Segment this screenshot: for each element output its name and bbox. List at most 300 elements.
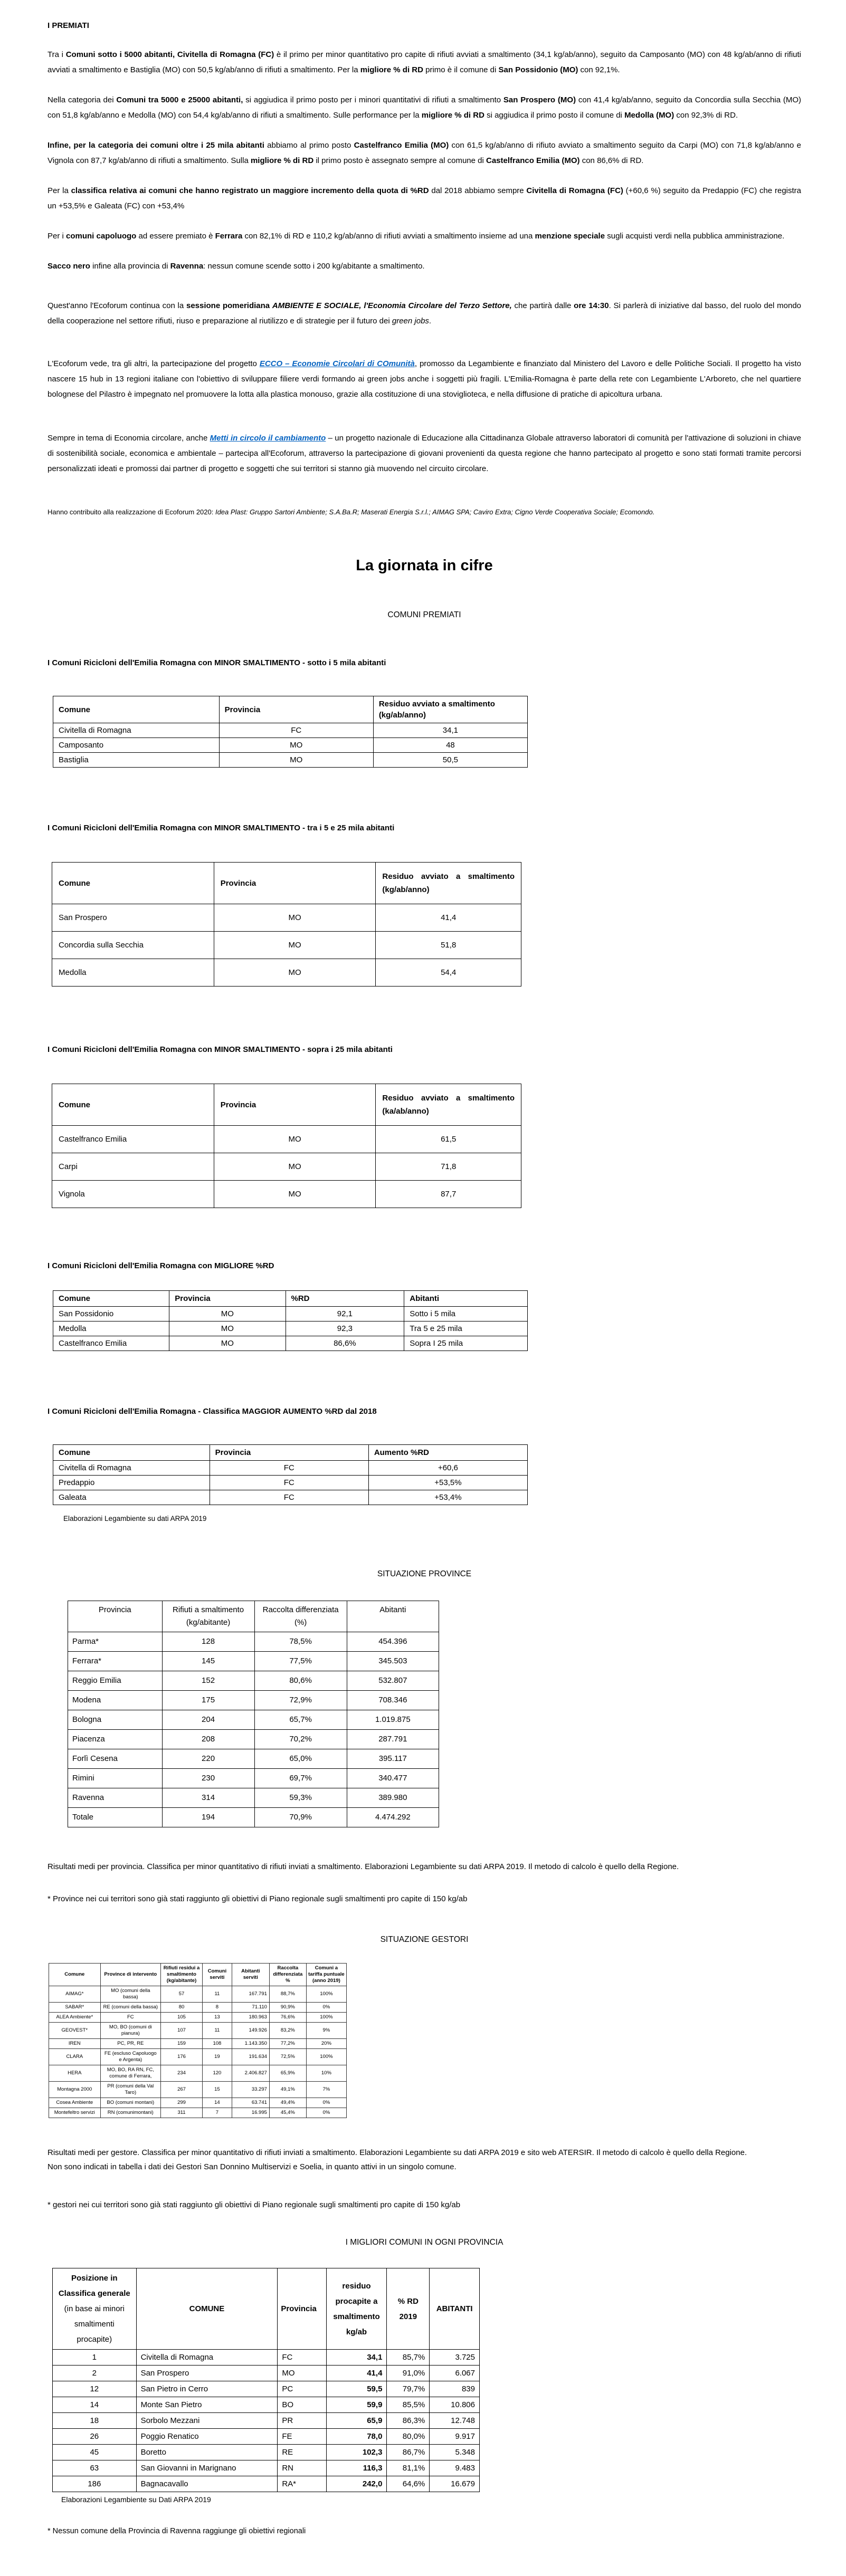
situazione-province-label: SITUAZIONE PROVINCE (377, 1569, 472, 1578)
table-cell: 220 (162, 1749, 254, 1769)
column-header: Provincia (278, 2268, 326, 2350)
table-cell: 267 (161, 2082, 203, 2098)
table-cell: FC (100, 2013, 160, 2023)
table-cell: 8 (203, 2003, 232, 2013)
table-cell: 59,3% (254, 1788, 347, 1808)
column-header: Provincia (210, 1445, 368, 1461)
table-row (52, 959, 521, 987)
table-cell: 80,0% (387, 2429, 430, 2445)
table-cell: FE (278, 2429, 326, 2445)
table-maggior-aumento-wrap (47, 1444, 801, 1505)
text-segment: Infine, per la categoria dei comuni oltre i 25 mila abitanti (47, 141, 264, 150)
table-cell: 76,6% (269, 2013, 306, 2023)
credits-line (47, 507, 801, 518)
table-cell: MO (214, 959, 376, 987)
table-cell: 70,9% (254, 1808, 347, 1827)
table-cell: GEOVEST* (49, 2023, 101, 2039)
paragraph-metti-in-circolo (47, 430, 801, 476)
table-cell: Medolla (53, 1321, 169, 1336)
column-header: Comune (53, 1445, 210, 1461)
column-header: %RD (286, 1291, 404, 1307)
table-row (68, 1788, 439, 1808)
table-row (53, 753, 528, 768)
minor-smaltimento-sotto-5mila-table (53, 696, 528, 768)
table-cell: PR (comuni della Val Taro) (100, 2082, 160, 2098)
table-cell: Ferrara* (68, 1652, 163, 1671)
table-cell: 12.748 (430, 2413, 480, 2429)
table-cell: 230 (162, 1769, 254, 1788)
column-header: Provincia (169, 1291, 286, 1307)
paragraph-rd-increase (47, 183, 801, 214)
table-cell: 287.791 (347, 1730, 439, 1749)
table-cell: 116,3 (326, 2460, 387, 2476)
table-cell: Reggio Emilia (68, 1671, 163, 1691)
paragraph-winners-over-25000 (47, 138, 801, 168)
table-cell: Predappio (53, 1476, 210, 1490)
text-segment: che partirà dalle (511, 301, 574, 310)
table-cell: 311 (161, 2108, 203, 2118)
text-segment: Comuni tra 5000 e 25000 abitanti, (116, 95, 243, 104)
table-cell: 85,7% (387, 2350, 430, 2366)
column-header: ABITANTI (430, 2268, 480, 2350)
table-cell: MO (219, 753, 373, 768)
table-cell: 16.679 (430, 2476, 480, 2492)
column-header: residuo procapite a smaltimento kg/ab (326, 2268, 387, 2350)
migliori-comuni-provincia-table (52, 2268, 480, 2492)
text-segment: Sacco nero (47, 262, 90, 271)
table-cell: 105 (161, 2013, 203, 2023)
table-cell: 86,6% (286, 1336, 404, 1351)
table-row (49, 2013, 347, 2023)
table-cell: 149.926 (232, 2023, 269, 2039)
column-header: Abitanti (404, 1291, 528, 1307)
table-row (53, 2476, 480, 2492)
table-cell: 9% (306, 2023, 346, 2039)
table-cell: 389.980 (347, 1788, 439, 1808)
table-cell: MO (214, 1181, 376, 1208)
table-row (53, 1461, 528, 1476)
gestori-single-comune-note: Non sono indicati in tabella i dati dei Gestori San Donnino Multiservizi e Soelia, in quanto attivi in un singolo comune. (47, 2162, 457, 2171)
text-segment: green jobs (392, 317, 429, 325)
table-row (53, 2445, 480, 2460)
table-cell: Totale (68, 1808, 163, 1827)
table-cell: 345.503 (347, 1652, 439, 1671)
table-row (49, 2108, 347, 2118)
table-cell: Castelfranco Emilia (52, 1126, 214, 1153)
table-cell: FC (210, 1476, 368, 1490)
column-header: Abitanti (347, 1601, 439, 1632)
table-cell: 61,5 (376, 1126, 521, 1153)
table-cell: IREN (49, 2039, 101, 2049)
column-header: Residuo avviato a smaltimento (ka/ab/anno) (376, 1084, 521, 1126)
text-segment: Tra i (47, 50, 66, 59)
table-cell: Boretto (136, 2445, 278, 2460)
text-segment: Castelfranco Emilia (MO) (354, 141, 449, 150)
table-cell: Civitella di Romagna (53, 1461, 210, 1476)
table-cell: MO, BO (comuni di pianura) (100, 2023, 160, 2039)
province-footnote: * Province nei cui territori sono già stati raggiunto gli obiettivi di Piano regionale sugli smaltimenti pro capite di 150 kg/ab (47, 1894, 468, 1903)
table-cell: 7% (306, 2082, 346, 2098)
table-row (52, 932, 521, 959)
text-segment: infine alla provincia di (90, 262, 170, 271)
minor-smaltimento-sopra-25mila-table (52, 1084, 521, 1208)
table-cell: Poggio Renatico (136, 2429, 278, 2445)
column-header (53, 2268, 137, 2350)
table-row (53, 2413, 480, 2429)
table-cell: Bagnacavallo (136, 2476, 278, 2492)
text-segment: Posizione in Classifica generale (58, 2274, 130, 2298)
table-cell: 839 (430, 2381, 480, 2397)
table-cell: Medolla (52, 959, 214, 987)
situazione-province-table (68, 1601, 439, 1827)
table-cell: +60,6 (368, 1461, 527, 1476)
table-cell: 33.297 (232, 2082, 269, 2098)
table-cell: 19 (203, 2049, 232, 2065)
text-segment: Ferrara (215, 232, 243, 241)
table-cell: MO (214, 1153, 376, 1181)
table-row (53, 1336, 528, 1351)
text-segment: (in base ai minori smaltimenti procapite) (64, 2304, 125, 2344)
table-cell: 167.791 (232, 1986, 269, 2003)
table-row (52, 904, 521, 932)
table-cell: Parma* (68, 1632, 163, 1652)
table-cell: 5.348 (430, 2445, 480, 2460)
best-table-caption: Elaborazioni Legambiente su Dati ARPA 2019 (61, 2495, 211, 2504)
table-cell: FC (210, 1461, 368, 1476)
text-segment: si aggiudica il primo posto per i minori quantitativi di rifiuti a smaltimento (243, 95, 503, 104)
text-segment: abbiamo al primo posto (264, 141, 354, 150)
text-segment: migliore % di RD (421, 111, 484, 120)
text-segment: è il primo per minor quantitativo pro capite di rifiuti avviati a smaltimento (34,1 kg/ab/anno), seguito da Camposanto (MO) con 48 kg/ab/anno di rifiuti avviati a smaltimento e Bastiglia (MO) con 50,5 kg/ab/anno di rifiuti a smaltimento. Per la (47, 50, 801, 74)
table-cell: 708.346 (347, 1691, 439, 1710)
table-row (53, 1321, 528, 1336)
table-cell: 49,1% (269, 2082, 306, 2098)
table-cell: San Pietro in Cerro (136, 2381, 278, 2397)
table-row (68, 1749, 439, 1769)
table-cell: 57 (161, 1986, 203, 2003)
table-row (53, 1490, 528, 1505)
table-cell: 63.741 (232, 2098, 269, 2108)
gestori-results-note: Risultati medi per gestore. Classifica per minor quantitativo di rifiuti inviati a smaltimento. Elaborazioni Legambiente su dati ARPA 2019 e sito web ATERSIR. Il metodo di calcolo è quello della Regione. (47, 2148, 747, 2157)
table-cell: 88,7% (269, 1986, 306, 2003)
table-cell: 10.806 (430, 2397, 480, 2413)
table-cell: MO (comuni della bassa) (100, 1986, 160, 2003)
table-migliori-comuni-wrap (47, 2268, 801, 2492)
table-cell: Ravenna (68, 1788, 163, 1808)
table-cell: CLARA (49, 2049, 101, 2065)
table-cell: 80 (161, 2003, 203, 2013)
table-cell: 3.725 (430, 2350, 480, 2366)
table-cell: MO (278, 2366, 326, 2381)
column-header: % RD 2019 (387, 2268, 430, 2350)
table-cell: 1.143.350 (232, 2039, 269, 2049)
table-cell: 63 (53, 2460, 137, 2476)
table-row (53, 723, 528, 738)
table-province-wrap (47, 1601, 801, 1827)
table-row (53, 2366, 480, 2381)
column-header: Comuni serviti (203, 1964, 232, 1986)
table-cell: 128 (162, 1632, 254, 1652)
table-gestori-wrap (47, 1963, 801, 2118)
table-cell: 0% (306, 2098, 346, 2108)
table-cell: 194 (162, 1808, 254, 1827)
table-row (52, 1126, 521, 1153)
table-cell: MO (214, 1126, 376, 1153)
table-cell: 34,1 (326, 2350, 387, 2366)
text-segment: Civitella di Romagna (FC) (526, 186, 623, 195)
text-segment: si aggiudica il primo posto il comune di (484, 111, 625, 120)
text-segment: migliore % di RD (360, 65, 423, 74)
table-row (49, 2023, 347, 2039)
table-cell: 65,9 (326, 2413, 387, 2429)
text-segment: con 86,6% di RD. (579, 156, 644, 165)
table-cell: 59,9 (326, 2397, 387, 2413)
table-cell: Rimini (68, 1769, 163, 1788)
table-cell: 11 (203, 2023, 232, 2039)
table-row (49, 2049, 347, 2065)
table-cell: Bastiglia (53, 753, 220, 768)
table-cell: 78,5% (254, 1632, 347, 1652)
text-segment: Quest'anno l'Ecoforum continua con la (47, 301, 186, 310)
table-cell: 26 (53, 2429, 137, 2445)
column-header: Rifiuti residui a smaltimento (kg/abitante) (161, 1964, 203, 1986)
table-cell: 50,5 (373, 753, 527, 768)
table-cell: RE (comuni della bassa) (100, 2003, 160, 2013)
text-segment: comuni capoluogo (66, 232, 137, 241)
table-cell: 18 (53, 2413, 137, 2429)
table-cell: 34,1 (373, 723, 527, 738)
table-cell: 100% (306, 2013, 346, 2023)
paragraph-sacco-nero (47, 258, 801, 274)
table-5-25mila-wrap (47, 862, 801, 987)
table-cell: 64,6% (387, 2476, 430, 2492)
table-cell: PC, PR, RE (100, 2039, 160, 2049)
table-cell: 54,4 (376, 959, 521, 987)
table-cell: 340.477 (347, 1769, 439, 1788)
section-title-5-25mila: I Comuni Ricicloni dell'Emilia Romagna con MINOR SMALTIMENTO - tra i 5 e 25 mila abitanti (47, 823, 395, 832)
table-row (68, 1652, 439, 1671)
text-segment: : nessun comune scende sotto i 200 kg/abitante a smaltimento. (203, 262, 425, 271)
migliori-comuni-label: I MIGLIORI COMUNI IN OGNI PROVINCIA (345, 2238, 503, 2247)
table-row (53, 1307, 528, 1321)
table-cell: ALEA Ambiente* (49, 2013, 101, 2023)
table-cell: 1 (53, 2350, 137, 2366)
table-cell: BO (comuni montani) (100, 2098, 160, 2108)
column-header: Residuo avviato a smaltimento (kg/ab/anno) (376, 863, 521, 904)
column-header: Comune (52, 1084, 214, 1126)
table-cell: 107 (161, 2023, 203, 2039)
table-header-row (52, 863, 521, 904)
table-cell: Cosea Ambiente (49, 2098, 101, 2108)
text-segment: migliore % di RD (250, 156, 314, 165)
text-segment: Ravenna (170, 262, 204, 271)
table-cell: 299 (161, 2098, 203, 2108)
table-row (53, 2460, 480, 2476)
text-segment: . Si parlerà di iniziative dal basso, del ruolo del mondo della cooperazione nel settore rifiuti, riuso e preparazione al riutilizzo e di strategie per il futuro dei (47, 301, 802, 325)
text-segment: AMBIENTE E SOCIALE, l'Economia Circolare del Terzo Settore, (272, 301, 512, 310)
column-header: Raccolta differenziata (%) (254, 1601, 347, 1632)
table-cell: Castelfranco Emilia (53, 1336, 169, 1351)
table-row (68, 1691, 439, 1710)
table-cell: 234 (161, 2065, 203, 2082)
table-cell: 71,8 (376, 1153, 521, 1181)
table-cell: 152 (162, 1671, 254, 1691)
table-cell: 65,7% (254, 1710, 347, 1730)
column-header: Comune (53, 696, 220, 723)
table-cell: 16.995 (232, 2108, 269, 2118)
table-row (53, 1476, 528, 1490)
table-row (68, 1808, 439, 1827)
table-cell: 100% (306, 2049, 346, 2065)
comuni-premiati-label: COMUNI PREMIATI (387, 610, 461, 619)
table-header-row (52, 1084, 521, 1126)
table-cell: MO (169, 1307, 286, 1321)
table-cell: 180.963 (232, 2013, 269, 2023)
table-cell: 14 (53, 2397, 137, 2413)
table-row (53, 2381, 480, 2397)
table-cell: FE (escluso Capoluogo e Argenta) (100, 2049, 160, 2065)
table-row (53, 738, 528, 753)
text-segment: Medolla (MO) (624, 111, 674, 120)
table-cell: 191.634 (232, 2049, 269, 2065)
province-results-note: Risultati medi per provincia. Classifica per minor quantitativo di rifiuti inviati a smaltimento. Elaborazioni Legambiente su dati ARPA 2019. Il metodo di calcolo è quello della Regione. (47, 1862, 679, 1871)
table-cell: 108 (203, 2039, 232, 2049)
table-cell: 41,4 (326, 2366, 387, 2381)
table-cell: 45,4% (269, 2108, 306, 2118)
minor-smaltimento-5-25mila-table (52, 862, 521, 987)
text-segment: Sempre in tema di Economia circolare, anche (47, 434, 210, 443)
table-row (49, 2082, 347, 2098)
table-cell: BO (278, 2397, 326, 2413)
text-segment: Per la (47, 186, 71, 195)
table-cell: 87,7 (376, 1181, 521, 1208)
column-header: Provincia (214, 1084, 376, 1126)
table-cell: 77,2% (269, 2039, 306, 2049)
table-cell: MO (214, 904, 376, 932)
table-cell: 1.019.875 (347, 1710, 439, 1730)
table-row (53, 2397, 480, 2413)
table-header-row (68, 1601, 439, 1632)
table-row (49, 2039, 347, 2049)
table-cell: MO, BO, RA RN, FC, comune di Ferrara, (100, 2065, 160, 2082)
section-title-sopra-25mila: I Comuni Ricicloni dell'Emilia Romagna con MINOR SMALTIMENTO - sopra i 25 mila abitanti (47, 1045, 393, 1054)
page-title: La giornata in cifre (356, 557, 493, 574)
text-segment: con 41,4 kg/ab/anno, seguito da Concordia sulla Secchia (MO) con 51,8 kg/ab/anno e Medolla (MO) con 54,4 kg/ab/anno di rifiuti a smaltimento. Sulle performance per la (47, 95, 802, 120)
metti-in-circolo-link[interactable]: Metti in circolo il cambiamento (210, 434, 326, 443)
column-header: Provincia (214, 863, 376, 904)
table-cell: MO (214, 932, 376, 959)
column-header: Residuo avviato a smaltimento (kg/ab/anno) (373, 696, 527, 723)
table-cell: SABAR* (49, 2003, 101, 2013)
table-cell: Piacenza (68, 1730, 163, 1749)
table-cell: 11 (203, 1986, 232, 2003)
table-cell: Sotto i 5 mila (404, 1307, 528, 1321)
paragraph-ecco (47, 356, 801, 402)
text-segment: – un progetto nazionale di Educazione alla Cittadinanza Globale attraverso laboratori di comunità per l'attivazione di soluzioni in chiave di sostenibilità sociale, economica e ambientale – partecipa all'Ecoforum, attraverso la partecipazione di giovani provenienti da questa regione che hanno partecipato al progetto e sono stati formati tramite percorsi personalizzati ideati e promossi dai partner di progetto e soggetti che sui territori si stanno già muovendo nel circuito circolare. (47, 434, 802, 473)
table-cell: Sopra I 25 mila (404, 1336, 528, 1351)
text-segment: con 82,1% di RD e 110,2 kg/ab/anno di rifiuti avviati a smaltimento insieme ad una (242, 232, 535, 241)
text-segment: Per i (47, 232, 66, 241)
arpa-caption: Elaborazioni Legambiente su dati ARPA 2019 (63, 1515, 207, 1522)
table-cell: AIMAG* (49, 1986, 101, 2003)
table-cell: FC (219, 723, 373, 738)
table-cell: MO (169, 1336, 286, 1351)
table-cell: 159 (161, 2039, 203, 2049)
column-header: Provincia (219, 696, 373, 723)
table-cell: 91,0% (387, 2366, 430, 2381)
table-cell: Monte San Pietro (136, 2397, 278, 2413)
paragraph-capoluogo (47, 228, 801, 244)
table-cell: 45 (53, 2445, 137, 2460)
column-header: Comune (53, 1291, 169, 1307)
text-segment: . (429, 317, 432, 325)
paragraph-sessione-pomeridiana (47, 298, 801, 329)
table-row (52, 1153, 521, 1181)
table-cell: San Prospero (52, 904, 214, 932)
text-segment: San Prospero (MO) (503, 95, 576, 104)
table-cell: Camposanto (53, 738, 220, 753)
table-header-row (53, 696, 528, 723)
table-cell: 6.067 (430, 2366, 480, 2381)
table-cell: 80,6% (254, 1671, 347, 1691)
table-header-row (53, 1291, 528, 1307)
table-cell: 100% (306, 1986, 346, 2003)
table-cell: 102,3 (326, 2445, 387, 2460)
table-cell: 314 (162, 1788, 254, 1808)
table-cell: Galeata (53, 1490, 210, 1505)
table-row (53, 2429, 480, 2445)
table-cell: 92,3 (286, 1321, 404, 1336)
situazione-gestori-label: SITUAZIONE GESTORI (380, 1935, 469, 1944)
table-cell: Concordia sulla Secchia (52, 932, 214, 959)
text-segment: Comuni sotto i 5000 abitanti, Civitella di Romagna (FC) (65, 50, 274, 59)
text-segment: sessione pomeridiana (186, 301, 272, 310)
column-header: COMUNE (136, 2268, 278, 2350)
situazione-gestori-table (49, 1963, 347, 2118)
table-cell: 48 (373, 738, 527, 753)
column-header: Province di intervento (100, 1964, 160, 1986)
section-title-maggior-aumento: I Comuni Ricicloni dell'Emilia Romagna - Classifica MAGGIOR AUMENTO %RD dal 2018 (47, 1407, 377, 1416)
column-header: Provincia (68, 1601, 163, 1632)
table-sotto-5mila-wrap (47, 696, 801, 768)
text-segment: sugli acquisti verdi nella pubblica amministrazione. (605, 232, 785, 241)
table-cell: Forlì Cesena (68, 1749, 163, 1769)
table-cell: 4.474.292 (347, 1808, 439, 1827)
table-cell: 10% (306, 2065, 346, 2082)
table-cell: 176 (161, 2049, 203, 2065)
table-cell: Modena (68, 1691, 163, 1710)
column-header: Comuni a tariffa puntuale (anno 2019) (306, 1964, 346, 1986)
table-cell: 12 (53, 2381, 137, 2397)
table-cell: 2 (53, 2366, 137, 2381)
table-cell: RN (comunimontani) (100, 2108, 160, 2118)
table-row (49, 1986, 347, 2003)
table-cell: 70,2% (254, 1730, 347, 1749)
text-segment: Castelfranco Emilia (MO) (486, 156, 580, 165)
table-cell: MO (169, 1321, 286, 1336)
table-header-row (53, 2268, 480, 2350)
table-cell: 83,2% (269, 2023, 306, 2039)
table-cell: 208 (162, 1730, 254, 1749)
table-cell: 242,0 (326, 2476, 387, 2492)
table-cell: 65,0% (254, 1749, 347, 1769)
table-header-row (49, 1964, 347, 1986)
table-row (52, 1181, 521, 1208)
ecco-project-link[interactable]: ECCO – Economie Circolari di COmunità (259, 359, 415, 368)
table-header-row (53, 1445, 528, 1461)
table-cell: MO (219, 738, 373, 753)
table-cell: Civitella di Romagna (136, 2350, 278, 2366)
